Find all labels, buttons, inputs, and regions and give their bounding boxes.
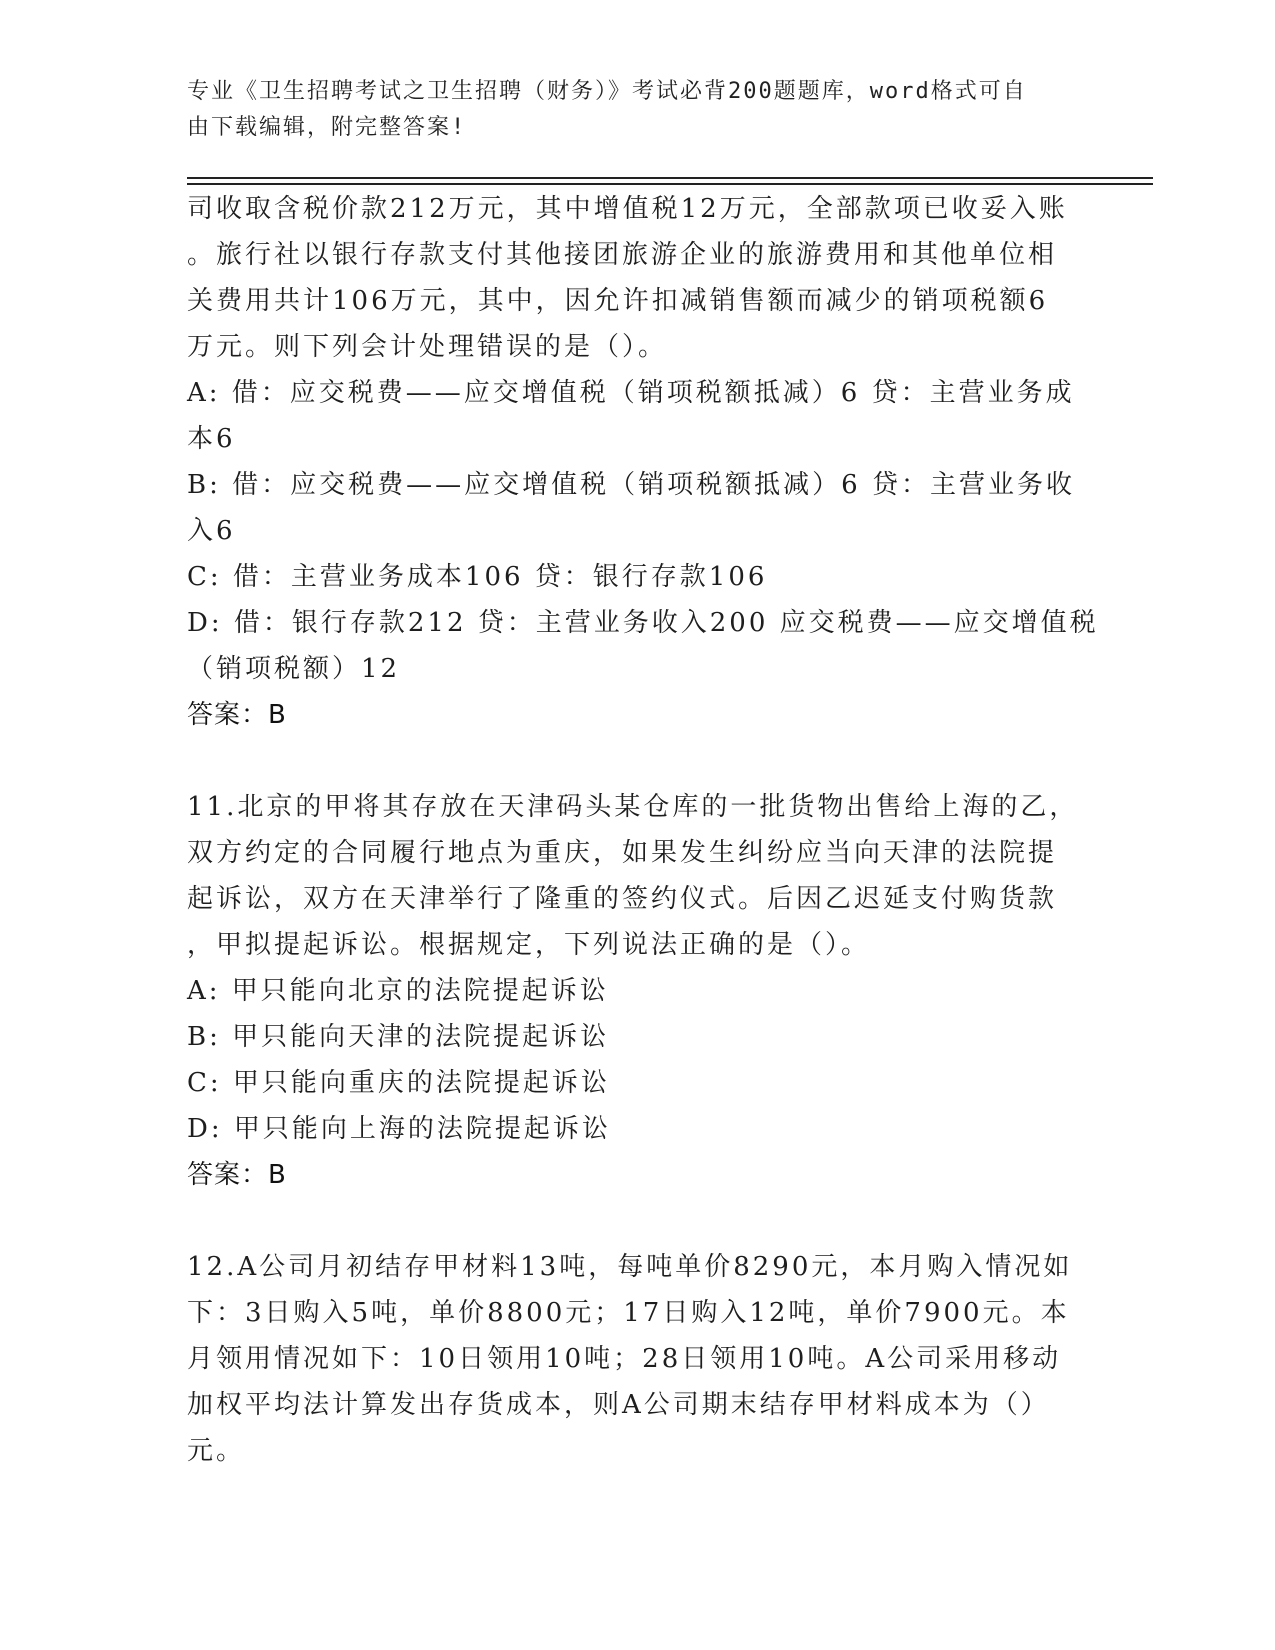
header-line-1: 专业《卫生招聘考试之卫生招聘（财务）》考试必背200题题库，word格式可自 (187, 79, 1027, 104)
document-header (187, 74, 1067, 146)
question-10-option-c: C: 借：主营业务成本106 贷：银行存款106 (187, 562, 768, 592)
question-10 (187, 186, 1099, 738)
question-12-text-line-3: 月领用情况如下：10日领用10吨；28日领用10吨。A公司采用移动 (187, 1344, 1062, 1374)
question-10-option-d-cont: （销项税额）12 (187, 654, 401, 684)
question-10-option-b: B: 借：应交税费——应交增值税（销项税额抵减）6 贷：主营业务收 (187, 470, 1075, 500)
question-10-option-d: D: 借：银行存款212 贷：主营业务收入200 应交税费——应交增值税 (187, 608, 1099, 638)
question-11-option-d: D: 甲只能向上海的法院提起诉讼 (187, 1114, 611, 1144)
spacer (187, 738, 1087, 784)
question-10-text-line-4: 万元。则下列会计处理错误的是（）。 (187, 332, 668, 362)
question-11-text-line-4: ，甲拟提起诉讼。根据规定，下列说法正确的是（）。 (187, 930, 871, 960)
question-10-answer: 答案：B (187, 700, 287, 730)
question-12-text-line-1: 12.A公司月初结存甲材料13吨，每吨单价8290元，本月购入情况如 (187, 1252, 1073, 1282)
question-11-text-line-2: 双方约定的合同履行地点为重庆，如果发生纠纷应当向天津的法院提 (187, 838, 1058, 868)
question-10-text-line-1: 司收取含税价款212万元，其中增值税12万元，全部款项已收妥入账 (187, 194, 1068, 224)
question-11-text-line-1: 11.北京的甲将其存放在天津码头某仓库的一批货物出售给上海的乙， (187, 792, 1079, 822)
question-11-answer: 答案：B (187, 1160, 287, 1190)
question-10-option-b-cont: 入6 (187, 516, 236, 546)
header-divider-top (187, 177, 1153, 179)
spacer (187, 1198, 1087, 1244)
question-11 (187, 784, 1087, 1198)
question-10-text-line-2: 。旅行社以银行存款支付其他接团旅游企业的旅游费用和其他单位相 (187, 240, 1058, 270)
header-divider-bottom (187, 183, 1153, 185)
question-11-text-line-3: 起诉讼，双方在天津举行了隆重的签约仪式。后因乙迟延支付购货款 (187, 884, 1058, 914)
question-12 (187, 1244, 1087, 1474)
question-10-option-a: A: 借：应交税费——应交增值税（销项税额抵减）6 贷：主营业务成 (187, 378, 1075, 408)
document-body (187, 186, 1099, 1474)
question-12-text-line-4: 加权平均法计算发出存货成本，则A公司期末结存甲材料成本为（） (187, 1390, 1050, 1420)
question-11-option-b: B: 甲只能向天津的法院提起诉讼 (187, 1022, 610, 1052)
question-12-text-line-2: 下：3日购入5吨，单价8800元；17日购入12吨，单价7900元。本 (187, 1298, 1070, 1328)
question-11-option-c: C: 甲只能向重庆的法院提起诉讼 (187, 1068, 610, 1098)
question-10-option-a-cont: 本6 (187, 424, 236, 454)
question-10-text-line-3: 关费用共计106万元，其中，因允许扣减销售额而减少的销项税额6 (187, 286, 1049, 316)
question-12-text-line-5: 元。 (187, 1436, 246, 1466)
header-line-2: 由下载编辑，附完整答案! (187, 115, 467, 140)
question-11-option-a: A: 甲只能向北京的法院提起诉讼 (187, 976, 609, 1006)
